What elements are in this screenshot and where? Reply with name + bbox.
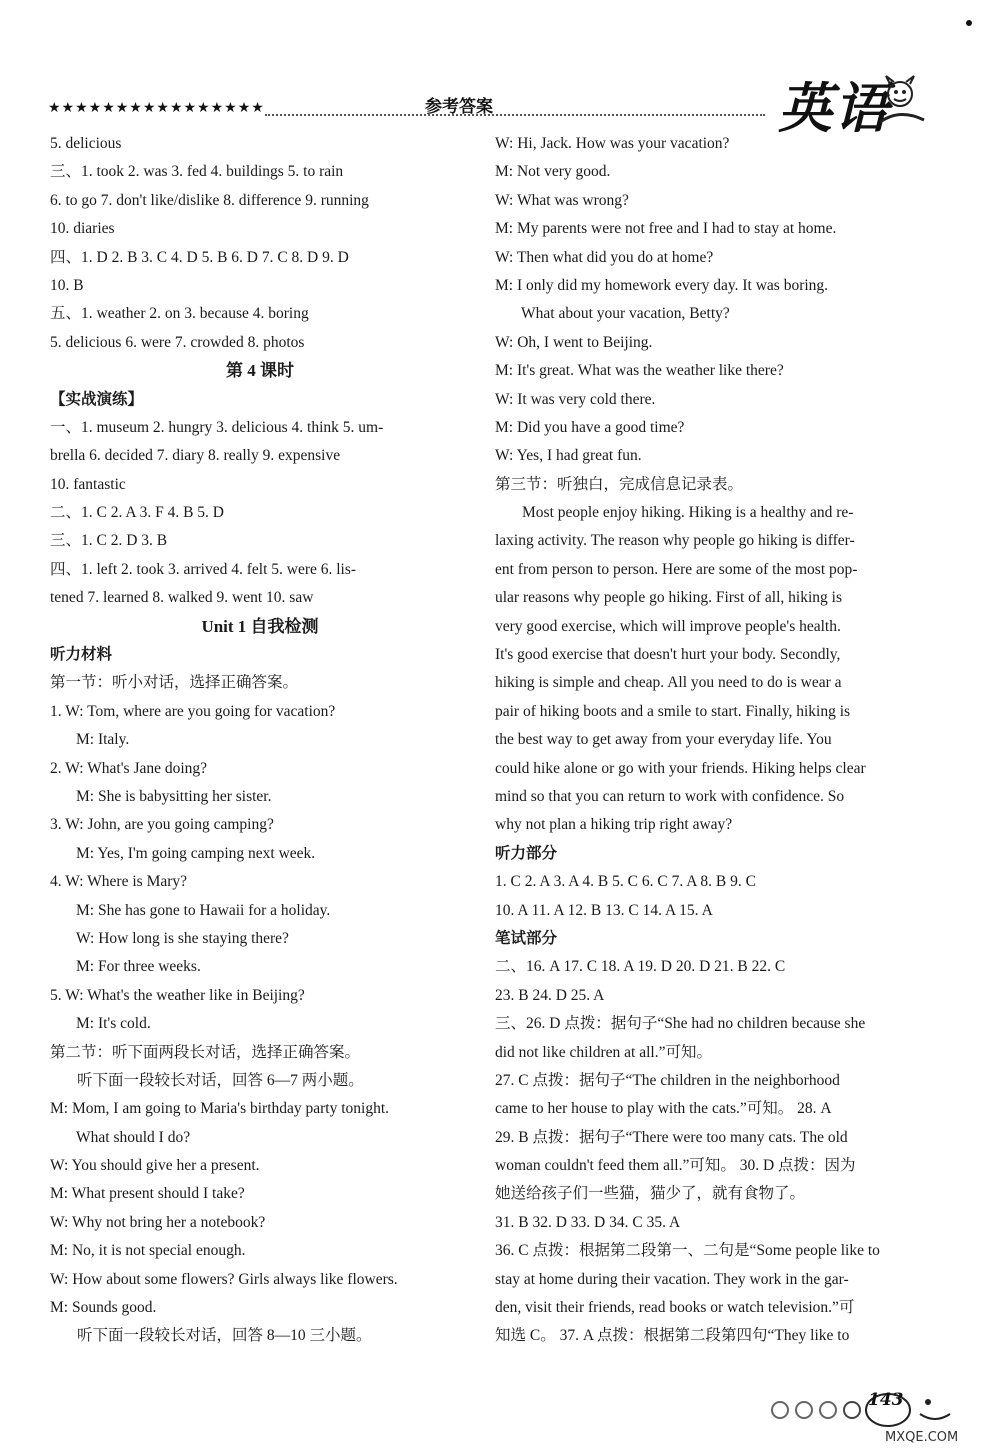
text-line: 二、1. C 2. A 3. F 4. B 5. D <box>50 504 224 522</box>
text-line: came to her house to play with the cats.”可知。 28. A <box>495 1100 832 1118</box>
text-line: 10. B <box>50 276 84 294</box>
text-line: could hike alone or go with your friends. Hiking helps clear <box>495 759 866 777</box>
text-line: brella 6. decided 7. diary 8. really 9. expensive <box>50 447 341 465</box>
text-line: W: How long is she staying there? <box>76 929 289 947</box>
header-rule <box>265 114 765 116</box>
text-line: 31. B 32. D 33. D 34. C 35. A <box>495 1213 681 1231</box>
text-line: 听下面一段较长对话，回答 8—10 三小题。 <box>77 1327 372 1345</box>
text-line: ent from person to person. Here are some of the most pop- <box>495 560 858 578</box>
watermark: MXQE.COM <box>885 1430 959 1445</box>
text-line: 1. C 2. A 3. A 4. B 5. C 6. C 7. A 8. B 9. C <box>495 873 756 891</box>
page-number: 143 <box>868 1390 904 1410</box>
header-dot <box>966 20 972 26</box>
text-line: M: She has gone to Hawaii for a holiday. <box>76 901 331 919</box>
text-line: 一、1. museum 2. hungry 3. delicious 4. think 5. um- <box>50 418 384 436</box>
text-line: M: Italy. <box>76 731 130 749</box>
text-line: 10. diaries <box>50 220 115 238</box>
text-line: M: Not very good. <box>495 163 611 181</box>
text-line: 3. W: John, are you going camping? <box>50 816 274 834</box>
text-line: W: Hi, Jack. How was your vacation? <box>495 135 730 152</box>
text-line: mind so that you can return to work with confidence. So <box>495 787 845 805</box>
text-line: pair of hiking boots and a smile to start. Finally, hiking is <box>495 702 851 720</box>
text-line: 36. C 点拨：根据第二段第一、二句是“Some people like to <box>495 1242 880 1260</box>
header-title: 参考答案 <box>425 97 493 117</box>
section-heading: 第 4 课时 <box>226 361 294 381</box>
text-line: M: Sounds good. <box>50 1299 157 1317</box>
text-line: W: Oh, I went to Beijing. <box>495 333 653 351</box>
text-line: very good exercise, which will improve people's health. <box>495 617 841 635</box>
text-line: 三、26. D 点拨：据句子“She had no children because she <box>495 1015 866 1033</box>
text-line: 知选 C。 37. A 点拨：根据第二段第四句“They like to <box>495 1327 850 1345</box>
text-line: M: My parents were not free and I had to stay at home. <box>495 220 837 238</box>
text-line: 5. delicious 6. were 7. crowded 8. photos <box>50 333 305 351</box>
section-heading: Unit 1 自我检测 <box>201 616 319 636</box>
header-stars: ★★★★★★★★★★★★★★★★ <box>48 100 265 116</box>
text-line: W: Then what did you do at home? <box>495 248 714 266</box>
left-column <box>50 130 470 1351</box>
cartoon-mascot-icon <box>860 72 940 132</box>
text-line: W: It was very cold there. <box>495 390 656 408</box>
text-line: stay at home during their vacation. They work in the gar- <box>495 1270 849 1288</box>
text-line: What about your vacation, Betty? <box>521 305 730 323</box>
text-line: 四、1. left 2. took 3. arrived 4. felt 5. were 6. lis- <box>50 560 357 578</box>
text-line: M: I only did my homework every day. It was boring. <box>495 276 829 294</box>
text-line: 6. to go 7. don't like/dislike 8. difference 9. running <box>50 191 369 209</box>
text-line: 第二节：听下面两段长对话，选择正确答案。 <box>50 1043 361 1061</box>
text-line: What should I do? <box>76 1128 191 1146</box>
page-header <box>0 0 1000 140</box>
text-line: W: Yes, I had great fun. <box>495 447 642 465</box>
text-line: 第一节：听小对话，选择正确答案。 <box>50 674 299 692</box>
text-line: ular reasons why people go hiking. First of all, hiking is <box>495 589 842 607</box>
text-line: 她送给孩子们一些猫，猫少了，就有食物了。 <box>495 1185 806 1203</box>
text-line: woman couldn't feed them all.”可知。 30. D 点拨：因为 <box>495 1157 856 1175</box>
right-column <box>495 130 905 1351</box>
subsection-label: 听力部分 <box>495 844 558 862</box>
text-line: W: What was wrong? <box>495 191 629 209</box>
text-line: the best way to get away from your everyday life. You <box>495 731 832 749</box>
text-line: M: No, it is not special enough. <box>50 1242 246 1260</box>
text-line: 10. A 11. A 12. B 13. C 14. A 15. A <box>495 901 713 919</box>
text-line: 1. W: Tom, where are you going for vacation? <box>50 702 336 720</box>
text-line: 27. C 点拨：据句子“The children in the neighborhood <box>495 1071 840 1089</box>
text-line: 5. delicious <box>50 135 122 152</box>
subsection-label: 【实战演练】 <box>50 390 144 408</box>
text-line: 第三节：听独白，完成信息记录表。 <box>495 475 744 493</box>
text-line: M: For three weeks. <box>76 958 201 976</box>
text-line: 听下面一段较长对话，回答 6—7 两小题。 <box>77 1071 364 1089</box>
text-line: M: What present should I take? <box>50 1185 245 1203</box>
text-line: M: Mom, I am going to Maria's birthday party tonight. <box>50 1100 390 1118</box>
text-line: 5. W: What's the weather like in Beijing? <box>50 986 305 1004</box>
text-line: It's good exercise that doesn't hurt your body. Secondly, <box>495 646 841 664</box>
text-line: M: It's cold. <box>76 1015 151 1033</box>
text-line: 2. W: What's Jane doing? <box>50 759 208 777</box>
text-line: Most people enjoy hiking. Hiking is a healthy and re- <box>522 504 854 522</box>
subsection-label: 笔试部分 <box>495 929 558 947</box>
text-line: M: She is babysitting her sister. <box>76 787 272 805</box>
text-line: did not like children at all.”可知。 <box>495 1043 712 1061</box>
text-line: 三、1. C 2. D 3. B <box>50 532 168 550</box>
text-line: W: Why not bring her a notebook? <box>50 1213 266 1231</box>
text-line: 4. W: Where is Mary? <box>50 873 188 891</box>
text-line: M: It's great. What was the weather like there? <box>495 362 784 380</box>
text-line: W: You should give her a present. <box>50 1157 260 1175</box>
text-line: M: Did you have a good time? <box>495 418 685 436</box>
text-line: 三、1. took 2. was 3. fed 4. buildings 5. to rain <box>50 163 344 181</box>
text-line: M: Yes, I'm going camping next week. <box>76 844 316 862</box>
text-line: tened 7. learned 8. walked 9. went 10. saw <box>50 589 314 607</box>
text-line: hiking is simple and cheap. All you need to do is wear a <box>495 674 842 692</box>
text-line: 29. B 点拨：据句子“There were too many cats. The old <box>495 1128 848 1146</box>
text-line: 五、1. weather 2. on 3. because 4. boring <box>50 305 309 323</box>
text-line: 10. fantastic <box>50 475 126 493</box>
header-brand: 英语 <box>778 76 890 140</box>
text-line: laxing activity. The reason why people go hiking is differ- <box>495 532 855 550</box>
text-line: why not plan a hiking trip right away? <box>495 816 733 834</box>
text-line: den, visit their friends, read books or watch television.”可 <box>495 1299 855 1317</box>
text-line: 23. B 24. D 25. A <box>495 986 605 1004</box>
text-line: 四、1. D 2. B 3. C 4. D 5. B 6. D 7. C 8. D 9. D <box>50 248 349 266</box>
text-line: W: How about some flowers? Girls always like flowers. <box>50 1270 398 1288</box>
text-line: 二、16. A 17. C 18. A 19. D 20. D 21. B 22. C <box>495 958 786 976</box>
subsection-label: 听力材料 <box>50 646 113 664</box>
